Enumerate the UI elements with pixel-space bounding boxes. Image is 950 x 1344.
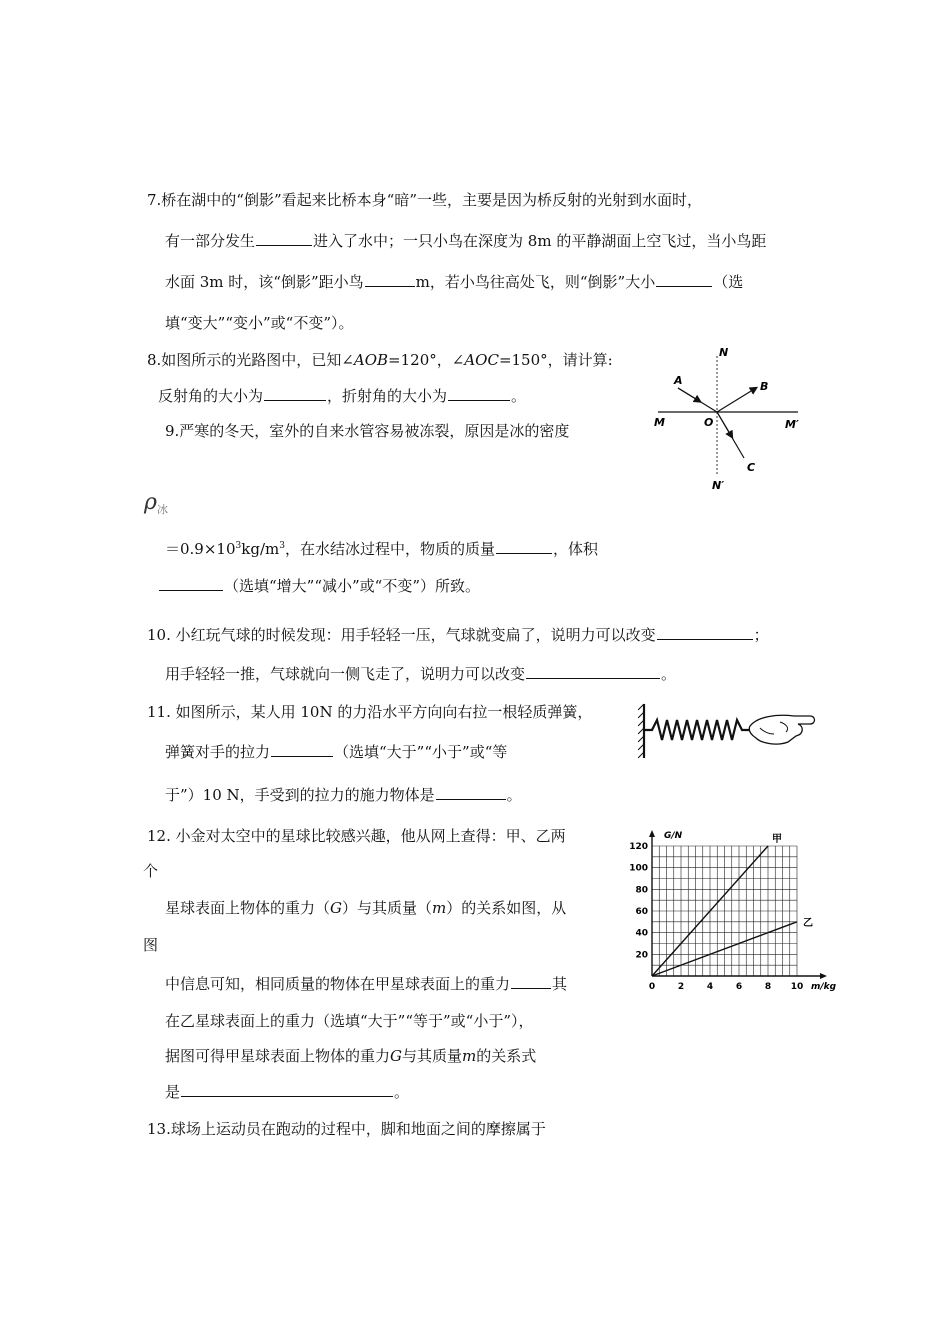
q8-line2 <box>158 386 526 406</box>
spring-figure <box>638 700 820 762</box>
rho-subscript: 冰 <box>156 503 168 516</box>
q12-text: 。 <box>394 1083 410 1101</box>
q9-text: ＝0.9×10 <box>165 540 236 558</box>
answer-blank[interactable] <box>271 742 333 757</box>
q12-line6: 在乙星球表面上的重力（选填“大于”“等于”或“小于”）， <box>165 1012 534 1030</box>
q7-line1: 7.桥在湖中的“倒影”看起来比桥本身“暗”一些，主要是因为桥反射的光射到水面时， <box>147 191 702 209</box>
y-tick-label: 40 <box>635 928 648 939</box>
q11-text: 弹簧对手的拉力 <box>165 743 271 761</box>
q9-text: （选填“增大”“减小”或“不变”）所致。 <box>224 577 481 595</box>
label-n-prime: N′ <box>712 479 725 492</box>
answer-blank[interactable] <box>511 974 551 989</box>
y-tick-label: 20 <box>635 950 648 961</box>
label-c: C <box>747 461 756 474</box>
y-tick-label: 100 <box>629 863 648 874</box>
q11-line2 <box>165 742 507 762</box>
q9-text: kg/m <box>241 540 280 558</box>
q11-line1: 11. 如图所示，某人用 10N 的力沿水平方向向右拉一根轻质弹簧， <box>147 703 593 721</box>
q8-text: 反射角的大小为 <box>158 387 264 405</box>
q12-text: ）与其质量（ <box>342 899 433 917</box>
reflected-ray <box>717 388 756 412</box>
q11-text: 。 <box>506 786 522 804</box>
x-tick-label: 0 <box>648 982 656 992</box>
x-tick-label: 10 <box>790 982 804 992</box>
answer-blank[interactable] <box>656 272 712 287</box>
symbol-m: m <box>462 1047 477 1065</box>
label-a: A <box>674 374 683 387</box>
q12-text: 据图可得甲星球表面上物体的重力 <box>165 1047 391 1065</box>
q8-text: ，折射角的大小为 <box>327 387 448 405</box>
q12-text: 是 <box>165 1083 181 1101</box>
symbol-g: G <box>390 1047 402 1065</box>
q11-line3 <box>165 785 522 805</box>
q10-line2 <box>165 664 676 684</box>
q12-line7 <box>165 1046 536 1066</box>
symbol-m: m <box>432 899 447 917</box>
q12-line5 <box>165 974 567 994</box>
q12-text: 其 <box>552 975 568 993</box>
answer-blank[interactable] <box>657 625 753 640</box>
q10-text: ； <box>753 626 769 644</box>
q12-text: 中信息可知，相同质量的物体在甲星球表面上的重力 <box>165 975 511 993</box>
series-label-jia: 甲 <box>772 834 782 846</box>
label-o: O <box>704 416 714 429</box>
hand-icon <box>749 715 814 744</box>
angle-aob: AOB <box>353 351 389 369</box>
q10-line1 <box>147 625 769 645</box>
q7-text: （选 <box>713 273 744 291</box>
x-axis-label: m/kg <box>811 982 837 992</box>
x-tick-label: 4 <box>706 982 714 992</box>
y-tick-label: 60 <box>635 907 648 918</box>
y-tick-label: 120 <box>629 842 648 853</box>
q10-text: 10. 小红玩气球的时候发现：用手轻轻一压，气球就变扁了，说明力可以改变 <box>147 626 656 644</box>
q12-text: 的关系式 <box>476 1047 537 1065</box>
x-axis-arrow <box>820 973 827 979</box>
q13-line1: 13.球场上运动员在跑动的过程中，脚和地面之间的摩擦属于 <box>147 1120 546 1138</box>
q9-line2 <box>165 539 598 559</box>
q7-text: 有一部分发生 <box>165 232 256 250</box>
q12-line4: 图 <box>143 936 159 954</box>
symbol-g: G <box>330 899 342 917</box>
q9-text: ，体积 <box>552 540 598 558</box>
y-tick-label: 80 <box>635 885 648 896</box>
q8-text: =150°，请计算: <box>498 351 613 369</box>
q7-line4: 填“变大”“变小”或“不变”）。 <box>165 314 354 332</box>
answer-blank[interactable] <box>181 1082 393 1097</box>
label-m: M <box>654 416 665 429</box>
y-axis-arrow <box>649 830 655 837</box>
q9-exponent: 3 <box>279 541 285 551</box>
answer-blank[interactable] <box>448 386 510 401</box>
q8-text: 。 <box>511 387 527 405</box>
light-path-figure <box>648 346 808 496</box>
y-axis-label: G/N <box>664 831 683 842</box>
q7-line2 <box>165 231 766 251</box>
answer-blank[interactable] <box>436 785 506 800</box>
x-tick-label: 2 <box>677 982 685 992</box>
label-b: B <box>760 380 769 393</box>
q7-line3 <box>165 272 743 292</box>
q11-text: 于”）10 N，手受到的拉力的施力物体是 <box>165 786 435 804</box>
label-m-prime: M′ <box>785 418 799 431</box>
q11-text: （选填“大于”“小于”或“等 <box>334 743 508 761</box>
q12-text: 星球表面上物体的重力（ <box>165 899 331 917</box>
q10-text: 。 <box>661 665 677 683</box>
q9-line1: 9.严寒的冬天，室外的自来水管容易被冻裂，原因是冰的密度 <box>165 422 570 440</box>
x-tick-label: 6 <box>735 982 743 992</box>
q12-text: 与其质量 <box>402 1047 463 1065</box>
gravity-mass-chart <box>618 815 840 1005</box>
answer-blank[interactable] <box>256 231 312 246</box>
answer-blank[interactable] <box>159 576 223 591</box>
q8-text: =120°，∠ <box>388 351 465 369</box>
rho-symbol: ρ <box>144 490 157 515</box>
q12-line8 <box>165 1082 409 1102</box>
q7-text: m，若小鸟往高处飞，则“倒影”大小 <box>415 273 656 291</box>
angle-aoc: AOC <box>464 351 499 369</box>
q9-rho <box>144 490 168 520</box>
q9-exponent: 3 <box>235 541 242 551</box>
q12-line1: 12. 小金对太空中的星球比较感兴趣，他从网上查得：甲、乙两 <box>147 827 566 845</box>
q9-text: ，在水结冰过程中，物质的质量 <box>284 540 495 558</box>
q8-line1 <box>147 350 613 370</box>
label-n: N <box>719 346 729 359</box>
q7-text: 进入了水中；一只小鸟在深度为 8m 的平静湖面上空飞过，当小鸟距 <box>313 232 767 250</box>
answer-blank[interactable] <box>496 539 552 554</box>
q10-text: 用手轻轻一推，气球就向一侧飞走了，说明力可以改变 <box>165 665 526 683</box>
q8-text: 8.如图所示的光路图中，已知∠ <box>147 351 354 369</box>
q12-line2: 个 <box>143 862 159 880</box>
q9-line3 <box>158 576 480 596</box>
x-tick-label: 8 <box>764 982 772 992</box>
q12-line3 <box>165 898 566 918</box>
answer-blank[interactable] <box>526 664 660 679</box>
spring <box>644 720 754 740</box>
q12-text: ）的关系如图，从 <box>446 899 567 917</box>
series-label-yi: 乙 <box>803 917 813 929</box>
answer-blank[interactable] <box>264 386 326 401</box>
q7-text: 水面 3m 时，该“倒影”距小鸟 <box>165 273 364 291</box>
answer-blank[interactable] <box>365 272 415 287</box>
